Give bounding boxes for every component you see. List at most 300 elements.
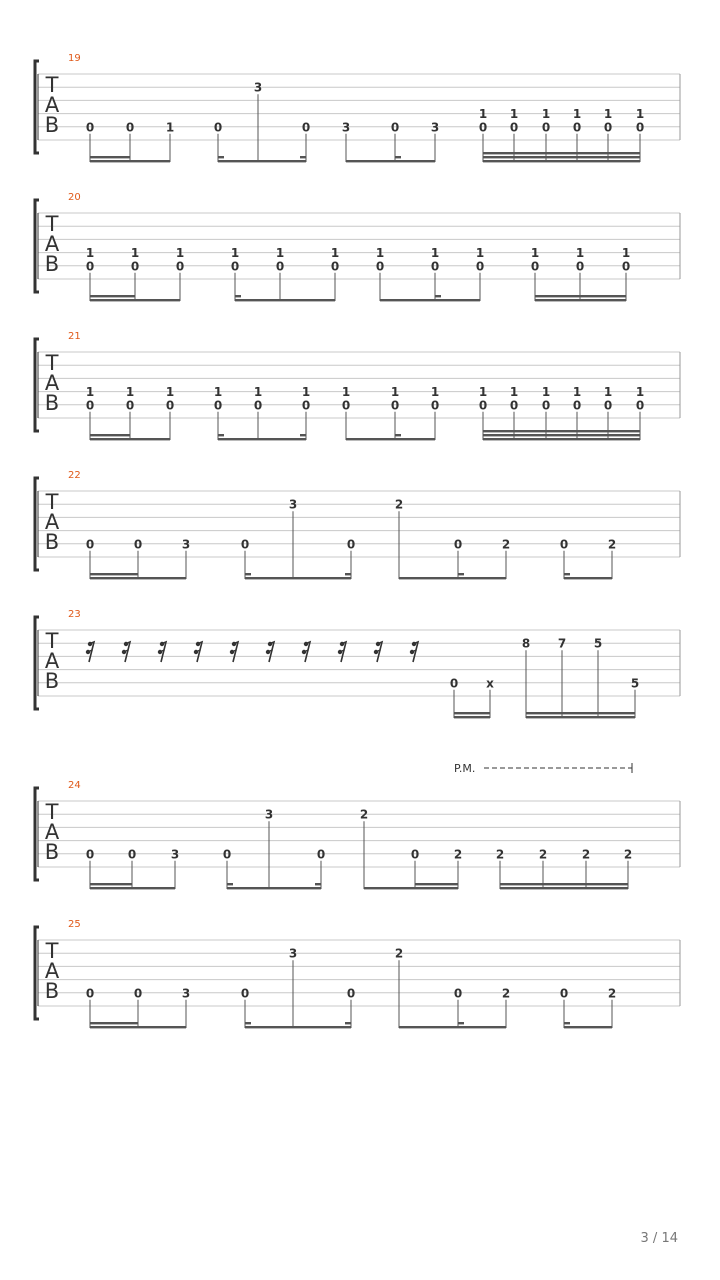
beam	[380, 299, 480, 301]
beam	[235, 299, 335, 301]
fret-number: 2	[538, 847, 548, 862]
beam-secondary	[90, 1022, 138, 1024]
beam-group	[380, 295, 480, 301]
beam-group	[218, 156, 306, 162]
beam	[500, 883, 628, 885]
beam-group	[399, 1022, 506, 1028]
beam	[218, 160, 306, 162]
fret-number: 3	[430, 120, 440, 135]
fret-number: 3	[170, 847, 180, 862]
fret-number: 1	[478, 107, 488, 122]
beam-group	[218, 434, 306, 440]
fret-number: 1	[478, 385, 488, 400]
tab-clef-a: A	[44, 510, 60, 534]
tab-note	[560, 537, 568, 579]
tab-note	[582, 847, 590, 889]
fret-number: 0	[175, 259, 185, 274]
tab-note	[391, 385, 399, 440]
tab-clef-t: T	[45, 351, 59, 375]
fret-number: 0	[509, 398, 519, 413]
tab-note	[395, 947, 403, 1028]
fret-number: 0	[453, 986, 463, 1001]
fret-number: 0	[559, 537, 569, 552]
sixteenth-rest-icon	[266, 642, 274, 662]
fret-number: 2	[607, 986, 617, 1001]
beam	[526, 712, 635, 714]
fret-number: 0	[509, 120, 519, 135]
fret-number: 0	[275, 259, 285, 274]
beam-group	[245, 573, 351, 579]
fret-number: 1	[575, 246, 585, 261]
measure-number: 25	[68, 919, 81, 930]
fret-number: 1	[125, 385, 135, 400]
tab-note	[171, 847, 179, 889]
fret-number: x	[486, 676, 494, 691]
tab-note	[276, 246, 284, 301]
tab-note	[214, 385, 222, 440]
tab-note	[522, 637, 530, 718]
tab-note	[166, 385, 174, 440]
beam	[227, 887, 321, 889]
beam-group	[564, 1022, 612, 1028]
beam	[218, 438, 306, 440]
beam-stub	[458, 1022, 464, 1024]
fret-number: 1	[541, 385, 551, 400]
fret-number: 0	[230, 259, 240, 274]
fret-number: 1	[603, 107, 613, 122]
beam-stub	[564, 573, 570, 575]
fret-number: 1	[572, 107, 582, 122]
fret-number: 2	[501, 986, 511, 1001]
measure-21	[35, 331, 680, 440]
beam-secondary	[90, 573, 138, 575]
tab-note	[454, 537, 462, 579]
tab-clef-t: T	[45, 629, 59, 653]
fret-number: 1	[621, 246, 631, 261]
beam	[346, 160, 435, 162]
tab-note	[502, 537, 510, 579]
beam-stub	[458, 573, 464, 575]
tab-note	[86, 385, 94, 440]
tab-note	[86, 246, 94, 301]
fret-number: 2	[495, 847, 505, 862]
fret-number: 1	[301, 385, 311, 400]
tab-note	[289, 498, 297, 579]
tab-note	[531, 246, 539, 301]
tab-clef-b: B	[44, 113, 60, 137]
sixteenth-rest-icon	[158, 642, 166, 662]
tab-note	[134, 537, 142, 579]
fret-number: 0	[635, 398, 645, 413]
fret-number: 1	[430, 246, 440, 261]
tab-note	[560, 986, 568, 1028]
fret-number: 1	[175, 246, 185, 261]
fret-number: 0	[449, 676, 459, 691]
beam	[245, 577, 351, 579]
fret-number: 0	[85, 847, 95, 862]
beam-stub	[218, 434, 224, 436]
measure-25	[35, 919, 680, 1028]
tab-note	[86, 120, 94, 162]
fret-number: 1	[85, 246, 95, 261]
sixteenth-rest-icon	[194, 642, 202, 662]
fret-number: 1	[165, 120, 175, 135]
beam	[535, 299, 626, 301]
beam	[564, 1026, 612, 1028]
fret-number: 2	[501, 537, 511, 552]
beam	[90, 887, 175, 889]
fret-number: 0	[133, 986, 143, 1001]
fret-number: 0	[603, 398, 613, 413]
tab-clef-t: T	[45, 490, 59, 514]
measure-24	[35, 762, 680, 889]
fret-number: 0	[390, 120, 400, 135]
tab-note	[431, 120, 439, 162]
tab-note	[411, 847, 419, 889]
tab-note	[331, 246, 339, 301]
beam	[90, 577, 186, 579]
fret-number: 0	[346, 986, 356, 1001]
tab-note	[539, 847, 547, 889]
tab-note	[342, 120, 350, 162]
tab-note	[395, 498, 403, 579]
fret-number: 1	[390, 385, 400, 400]
fret-number: 2	[359, 807, 369, 822]
tab-note	[86, 986, 94, 1028]
beam-group	[500, 883, 628, 889]
fret-number: 5	[630, 676, 640, 691]
fret-number: 0	[213, 398, 223, 413]
beam	[399, 1026, 506, 1028]
sixteenth-rest-icon	[230, 642, 238, 662]
tab-note	[86, 847, 94, 889]
fret-number: 3	[341, 120, 351, 135]
page-number: 3 / 14	[640, 1231, 678, 1246]
tab-note	[302, 385, 310, 440]
tab-note	[265, 808, 273, 889]
tab-clef-a: A	[44, 649, 60, 673]
tab-note	[376, 246, 384, 301]
fret-number: 0	[559, 986, 569, 1001]
fret-number: 0	[125, 398, 135, 413]
measure-number: 19	[68, 53, 81, 64]
tab-note	[176, 246, 184, 301]
measure-23	[35, 609, 680, 718]
measure-number: 21	[68, 331, 81, 342]
fret-number: 0	[475, 259, 485, 274]
fret-number: 2	[607, 537, 617, 552]
fret-number: 1	[430, 385, 440, 400]
tab-note	[254, 81, 262, 162]
beam-group	[346, 434, 435, 440]
tab-note	[86, 537, 94, 579]
beam	[483, 438, 640, 440]
tab-clef-b: B	[44, 391, 60, 415]
beam-secondary	[90, 156, 130, 158]
beam	[90, 438, 170, 440]
beam-group	[483, 430, 640, 440]
beam-stub	[227, 883, 233, 885]
beam	[454, 716, 490, 718]
beam-group	[364, 883, 458, 889]
fret-number: 1	[85, 385, 95, 400]
tab-note	[594, 637, 602, 718]
fret-number: 1	[603, 385, 613, 400]
fret-number: 0	[572, 120, 582, 135]
tab-clef-t: T	[45, 73, 59, 97]
tab-note	[214, 120, 222, 162]
tab-clef-a: A	[44, 93, 60, 117]
fret-number: 1	[530, 246, 540, 261]
beam-group	[235, 295, 335, 301]
sixteenth-rest-icon	[302, 642, 310, 662]
beam-stub	[218, 156, 224, 158]
tab-clef-b: B	[44, 979, 60, 1003]
fret-number: 0	[541, 120, 551, 135]
beam	[483, 160, 640, 162]
sixteenth-rest-icon	[338, 642, 346, 662]
fret-number: 0	[85, 259, 95, 274]
beam-group	[526, 712, 635, 718]
fret-number: 0	[453, 537, 463, 552]
tab-clef-a: A	[44, 232, 60, 256]
tab-note	[486, 676, 494, 718]
fret-number: 0	[430, 398, 440, 413]
beam	[90, 1026, 186, 1028]
measure-number: 23	[68, 609, 81, 620]
tab-note	[126, 385, 134, 440]
fret-number: 0	[85, 398, 95, 413]
tab-note	[347, 986, 355, 1028]
fret-number: 3	[264, 807, 274, 822]
beam	[454, 712, 490, 714]
beam	[90, 299, 180, 301]
tab-note	[431, 246, 439, 301]
tab-note	[502, 986, 510, 1028]
tab-note	[622, 246, 630, 301]
fret-number: 0	[541, 398, 551, 413]
fret-number: 1	[509, 385, 519, 400]
tab-note	[558, 637, 566, 718]
tab-note	[360, 808, 368, 889]
measure-number: 24	[68, 780, 81, 791]
fret-number: 2	[453, 847, 463, 862]
fret-number: 0	[222, 847, 232, 862]
fret-number: 0	[165, 398, 175, 413]
beam-secondary	[90, 295, 135, 297]
fret-number: 7	[557, 636, 567, 651]
fret-number: 0	[85, 986, 95, 1001]
beam-stub	[564, 1022, 570, 1024]
beam	[245, 1026, 351, 1028]
beam-secondary	[415, 883, 458, 885]
tab-note	[476, 246, 484, 301]
tab-note	[128, 847, 136, 889]
fret-number: 0	[85, 537, 95, 552]
beam	[483, 434, 640, 436]
fret-number: 0	[127, 847, 137, 862]
fret-number: 0	[240, 537, 250, 552]
tab-note	[231, 246, 239, 301]
beam	[500, 887, 628, 889]
beam-group	[564, 573, 612, 579]
tab-note	[241, 537, 249, 579]
fret-number: 0	[130, 259, 140, 274]
tab-note	[347, 537, 355, 579]
fret-number: 0	[410, 847, 420, 862]
fret-number: 1	[572, 385, 582, 400]
tab-clef-b: B	[44, 252, 60, 276]
fret-number: 0	[430, 259, 440, 274]
fret-number: 0	[478, 398, 488, 413]
tab-note	[134, 986, 142, 1028]
tab-note	[624, 847, 632, 889]
measure-19	[35, 53, 680, 162]
tab-note	[454, 986, 462, 1028]
fret-number: 2	[581, 847, 591, 862]
tab-note	[608, 537, 616, 579]
fret-number: 1	[635, 385, 645, 400]
fret-number: 0	[213, 120, 223, 135]
tab-clef-b: B	[44, 840, 60, 864]
fret-number: 5	[593, 636, 603, 651]
fret-number: 3	[288, 497, 298, 512]
fret-number: 0	[341, 398, 351, 413]
tab-clef-a: A	[44, 371, 60, 395]
beam-group	[346, 156, 435, 162]
fret-number: 0	[330, 259, 340, 274]
sixteenth-rest-icon	[410, 642, 418, 662]
fret-number: 2	[394, 946, 404, 961]
beam-stub	[435, 295, 441, 297]
tab-clef-a: A	[44, 959, 60, 983]
fret-number: 0	[85, 120, 95, 135]
fret-number: 1	[165, 385, 175, 400]
fret-number: 0	[301, 120, 311, 135]
fret-number: 1	[130, 246, 140, 261]
fret-number: 0	[316, 847, 326, 862]
fret-number: 3	[181, 986, 191, 1001]
fret-number: 0	[253, 398, 263, 413]
beam-stub	[315, 883, 321, 885]
sixteenth-rest-icon	[122, 642, 130, 662]
fret-number: 0	[133, 537, 143, 552]
tab-note	[289, 947, 297, 1028]
beam-stub	[345, 573, 351, 575]
fret-number: 1	[330, 246, 340, 261]
fret-number: 0	[346, 537, 356, 552]
palm-mute-label: P.M.	[454, 762, 476, 775]
beam-stub	[345, 1022, 351, 1024]
beam	[564, 577, 612, 579]
beam-group	[483, 152, 640, 162]
fret-number: 0	[240, 986, 250, 1001]
tab-clef-b: B	[44, 669, 60, 693]
tab-clef-t: T	[45, 939, 59, 963]
tab-note	[241, 986, 249, 1028]
fret-number: 1	[635, 107, 645, 122]
beam	[483, 152, 640, 154]
tab-clef-t: T	[45, 800, 59, 824]
measure-20	[35, 192, 680, 301]
fret-number: 0	[478, 120, 488, 135]
fret-number: 0	[125, 120, 135, 135]
fret-number: 0	[603, 120, 613, 135]
measure-number: 20	[68, 192, 81, 203]
tab-note	[576, 246, 584, 301]
beam-group	[454, 712, 490, 718]
fret-number: 0	[390, 398, 400, 413]
tab-clef-a: A	[44, 820, 60, 844]
tab-note	[450, 676, 458, 718]
tab-note	[342, 385, 350, 440]
beam-stub	[300, 156, 306, 158]
fret-number: 2	[623, 847, 633, 862]
beam	[483, 430, 640, 432]
beam-stub	[395, 434, 401, 436]
fret-number: 3	[253, 80, 263, 95]
fret-number: 1	[341, 385, 351, 400]
tab-note	[182, 537, 190, 579]
beam-stub	[245, 573, 251, 575]
beam-secondary	[90, 434, 130, 436]
beam-group	[227, 883, 321, 889]
tab-note	[496, 847, 504, 889]
tab-note	[608, 986, 616, 1028]
fret-number: 0	[575, 259, 585, 274]
beam	[399, 577, 506, 579]
fret-number: 2	[394, 497, 404, 512]
fret-number: 0	[621, 259, 631, 274]
tab-note	[631, 676, 639, 718]
tab-note	[302, 120, 310, 162]
sixteenth-rest-icon	[86, 642, 94, 662]
beam-stub	[245, 1022, 251, 1024]
beam-stub	[235, 295, 241, 297]
beam-stub	[395, 156, 401, 158]
tab-clef-t: T	[45, 212, 59, 236]
fret-number: 1	[475, 246, 485, 261]
fret-number: 0	[635, 120, 645, 135]
fret-number: 1	[253, 385, 263, 400]
tab-note	[166, 120, 174, 162]
fret-number: 1	[230, 246, 240, 261]
fret-number: 3	[181, 537, 191, 552]
fret-number: 3	[288, 946, 298, 961]
tab-clef-b: B	[44, 530, 60, 554]
fret-number: 1	[213, 385, 223, 400]
beam-group	[245, 1022, 351, 1028]
fret-number: 8	[521, 636, 531, 651]
fret-number: 1	[375, 246, 385, 261]
sixteenth-rest-icon	[374, 642, 382, 662]
tab-note	[454, 847, 462, 889]
beam	[90, 160, 170, 162]
tab-note	[317, 847, 325, 889]
beam	[346, 438, 435, 440]
fret-number: 1	[275, 246, 285, 261]
tab-note	[391, 120, 399, 162]
beam	[483, 156, 640, 158]
beam	[364, 887, 458, 889]
fret-number: 0	[572, 398, 582, 413]
fret-number: 0	[375, 259, 385, 274]
tab-note	[131, 246, 139, 301]
beam	[535, 295, 626, 297]
beam	[526, 716, 635, 718]
tab-note	[223, 847, 231, 889]
fret-number: 0	[301, 398, 311, 413]
